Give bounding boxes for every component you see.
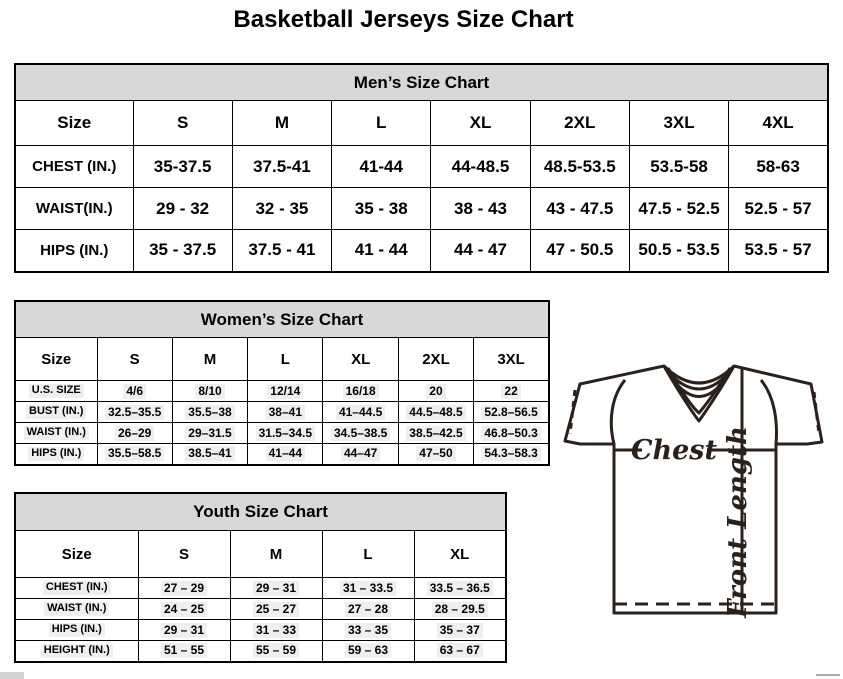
- cell-text: 47–50: [416, 446, 455, 461]
- value-cell: [172, 423, 247, 444]
- cell-text: 52.8–56.5: [481, 405, 540, 420]
- row-label: HIPS (IN.): [15, 230, 133, 272]
- value-cell: [414, 641, 506, 662]
- value-cell: [323, 423, 398, 444]
- column-header-l: L: [332, 101, 431, 146]
- cell-text: 33.5 – 36.5: [427, 581, 493, 596]
- cell-text: 31.5–34.5: [256, 426, 315, 441]
- cell-text: 44.5–48.5: [406, 405, 465, 420]
- value-cell: [398, 402, 473, 423]
- row-label: [15, 578, 138, 599]
- value-cell: [248, 402, 323, 423]
- value-cell: [97, 402, 172, 423]
- womens-size-chart-table: [14, 300, 550, 466]
- table-row: [15, 423, 549, 444]
- cell-text: 16/18: [343, 384, 379, 399]
- column-header-4xl: 4XL: [729, 101, 828, 146]
- value-cell: [474, 444, 549, 465]
- table-row: [15, 578, 506, 599]
- value-cell: 38 - 43: [431, 188, 530, 230]
- cell-text: 29 – 31: [253, 581, 299, 596]
- scrollbar-fragment-left[interactable]: [0, 672, 24, 679]
- table-row: [15, 641, 506, 662]
- cell-text: WAIST (IN.): [24, 426, 89, 440]
- column-header-xl: XL: [414, 531, 506, 578]
- value-cell: 41 - 44: [332, 230, 431, 272]
- value-cell: [322, 620, 414, 641]
- youth-size-chart-table: [14, 492, 507, 663]
- value-cell: [138, 620, 230, 641]
- value-cell: [323, 402, 398, 423]
- cell-text: 31 – 33.5: [340, 581, 396, 596]
- cell-text: 59 – 63: [345, 643, 391, 658]
- table-row: [15, 381, 549, 402]
- cell-text: 4/6: [123, 384, 146, 399]
- table-row: [15, 444, 549, 465]
- table-row: [15, 402, 549, 423]
- chest-label: Chest: [631, 435, 717, 466]
- row-label: [15, 381, 97, 402]
- value-cell: 50.5 - 53.5: [629, 230, 728, 272]
- cell-text: 46.8–50.3: [481, 426, 540, 441]
- column-header-s: S: [133, 101, 232, 146]
- row-label: [15, 402, 97, 423]
- column-header-2xl: 2XL: [398, 338, 473, 381]
- value-cell: 35-37.5: [133, 146, 232, 188]
- value-cell: 47 - 50.5: [530, 230, 629, 272]
- value-cell: [172, 402, 247, 423]
- jersey-outline-icon: [565, 366, 822, 613]
- column-header-m: M: [230, 531, 322, 578]
- cell-text: 38–41: [266, 405, 305, 420]
- cell-text: BUST (IN.): [26, 405, 86, 419]
- value-cell: 58-63: [729, 146, 828, 188]
- value-cell: 35 - 37.5: [133, 230, 232, 272]
- cell-text: 31 – 33: [253, 623, 299, 638]
- cell-text: 51 – 55: [161, 643, 207, 658]
- row-label: [15, 423, 97, 444]
- womens-size-chart: [14, 300, 550, 466]
- value-cell: [323, 381, 398, 402]
- value-cell: [138, 599, 230, 620]
- row-label: CHEST (IN.): [15, 146, 133, 188]
- value-cell: 35 - 38: [332, 188, 431, 230]
- cell-text: 25 – 27: [253, 602, 299, 617]
- value-cell: [230, 599, 322, 620]
- mens-size-chart: [14, 63, 829, 273]
- value-cell: [97, 423, 172, 444]
- value-cell: 48.5-53.5: [530, 146, 629, 188]
- cell-text: 20: [426, 384, 445, 399]
- scrollbar-fragment-right[interactable]: [816, 674, 840, 676]
- table-title: Men’s Size Chart: [15, 64, 828, 101]
- cell-text: 33 – 35: [345, 623, 391, 638]
- table-title: Youth Size Chart: [15, 493, 506, 531]
- cell-text: HIPS (IN.): [49, 623, 105, 637]
- table-title: Women’s Size Chart: [15, 301, 549, 338]
- column-header-xl: XL: [431, 101, 530, 146]
- cell-text: 28 – 29.5: [432, 602, 488, 617]
- value-cell: 53.5 - 57: [729, 230, 828, 272]
- cell-text: 35 – 37: [437, 623, 483, 638]
- value-cell: 37.5 - 41: [232, 230, 331, 272]
- value-cell: 43 - 47.5: [530, 188, 629, 230]
- value-cell: 44-48.5: [431, 146, 530, 188]
- column-header-s: S: [97, 338, 172, 381]
- cell-text: 44–47: [341, 446, 380, 461]
- value-cell: [474, 423, 549, 444]
- value-cell: [322, 578, 414, 599]
- page-title: Basketball Jerseys Size Chart: [233, 6, 574, 33]
- value-cell: [414, 578, 506, 599]
- value-cell: 37.5-41: [232, 146, 331, 188]
- value-cell: [248, 381, 323, 402]
- cell-text: 35.5–58.5: [105, 446, 164, 461]
- cell-text: 32.5–35.5: [105, 405, 164, 420]
- value-cell: [138, 578, 230, 599]
- table-row: [15, 599, 506, 620]
- column-header-s: S: [138, 531, 230, 578]
- value-cell: [398, 381, 473, 402]
- mens-size-chart-table: [14, 63, 829, 273]
- column-header-2xl: 2XL: [530, 101, 629, 146]
- size-column-header: Size: [15, 101, 133, 146]
- table-row: [15, 230, 828, 272]
- value-cell: 32 - 35: [232, 188, 331, 230]
- value-cell: 44 - 47: [431, 230, 530, 272]
- value-cell: [322, 641, 414, 662]
- cell-text: 34.5–38.5: [331, 426, 390, 441]
- value-cell: [474, 402, 549, 423]
- cell-text: 22: [501, 384, 520, 399]
- row-label: [15, 599, 138, 620]
- row-label: [15, 620, 138, 641]
- size-column-header: Size: [15, 338, 97, 381]
- cell-text: 63 – 67: [437, 643, 483, 658]
- value-cell: [414, 599, 506, 620]
- column-header-m: M: [172, 338, 247, 381]
- cell-text: CHEST (IN.): [43, 581, 111, 595]
- value-cell: [230, 620, 322, 641]
- cell-text: 27 – 29: [161, 581, 207, 596]
- value-cell: [414, 620, 506, 641]
- cell-text: 27 – 28: [345, 602, 391, 617]
- cell-text: HEIGHT (IN.): [41, 644, 113, 658]
- row-label: [15, 641, 138, 662]
- table-row: [15, 620, 506, 641]
- column-header-xl: XL: [323, 338, 398, 381]
- value-cell: [138, 641, 230, 662]
- value-cell: [322, 599, 414, 620]
- cell-text: 55 – 59: [253, 643, 299, 658]
- value-cell: [248, 444, 323, 465]
- cell-text: 24 – 25: [161, 602, 207, 617]
- column-header-m: M: [232, 101, 331, 146]
- column-header-3xl: 3XL: [629, 101, 728, 146]
- size-column-header: Size: [15, 531, 138, 578]
- value-cell: [474, 381, 549, 402]
- cell-text: 29 – 31: [161, 623, 207, 638]
- value-cell: [248, 423, 323, 444]
- cell-text: HIPS (IN.): [28, 447, 84, 461]
- value-cell: [172, 381, 247, 402]
- cell-text: 54.3–58.3: [481, 446, 540, 461]
- value-cell: [398, 444, 473, 465]
- cell-text: U.S. SIZE: [29, 384, 84, 398]
- cell-text: 38.5–42.5: [406, 426, 465, 441]
- cell-text: 12/14: [267, 384, 303, 399]
- table-row: [15, 146, 828, 188]
- cell-text: 35.5–38: [185, 405, 234, 420]
- column-header-l: L: [322, 531, 414, 578]
- cell-text: 26–29: [115, 426, 154, 441]
- value-cell: [230, 641, 322, 662]
- value-cell: [230, 578, 322, 599]
- cell-text: WAIST (IN.): [44, 602, 109, 616]
- value-cell: [323, 444, 398, 465]
- youth-size-chart: [14, 492, 507, 663]
- value-cell: [398, 423, 473, 444]
- value-cell: [172, 444, 247, 465]
- value-cell: 53.5-58: [629, 146, 728, 188]
- table-row: [15, 188, 828, 230]
- cell-text: 41–44.5: [336, 405, 385, 420]
- value-cell: [97, 444, 172, 465]
- row-label: WAIST(IN.): [15, 188, 133, 230]
- value-cell: 47.5 - 52.5: [629, 188, 728, 230]
- jersey-measurement-diagram: [562, 354, 834, 630]
- column-header-3xl: 3XL: [474, 338, 549, 381]
- value-cell: 29 - 32: [133, 188, 232, 230]
- column-header-l: L: [248, 338, 323, 381]
- value-cell: 41-44: [332, 146, 431, 188]
- cell-text: 29–31.5: [185, 426, 234, 441]
- row-label: [15, 444, 97, 465]
- cell-text: 8/10: [195, 384, 224, 399]
- value-cell: [97, 381, 172, 402]
- cell-text: 38.5–41: [185, 446, 234, 461]
- front-length-label: Front Length: [723, 426, 753, 618]
- cell-text: 41–44: [266, 446, 305, 461]
- value-cell: 52.5 - 57: [729, 188, 828, 230]
